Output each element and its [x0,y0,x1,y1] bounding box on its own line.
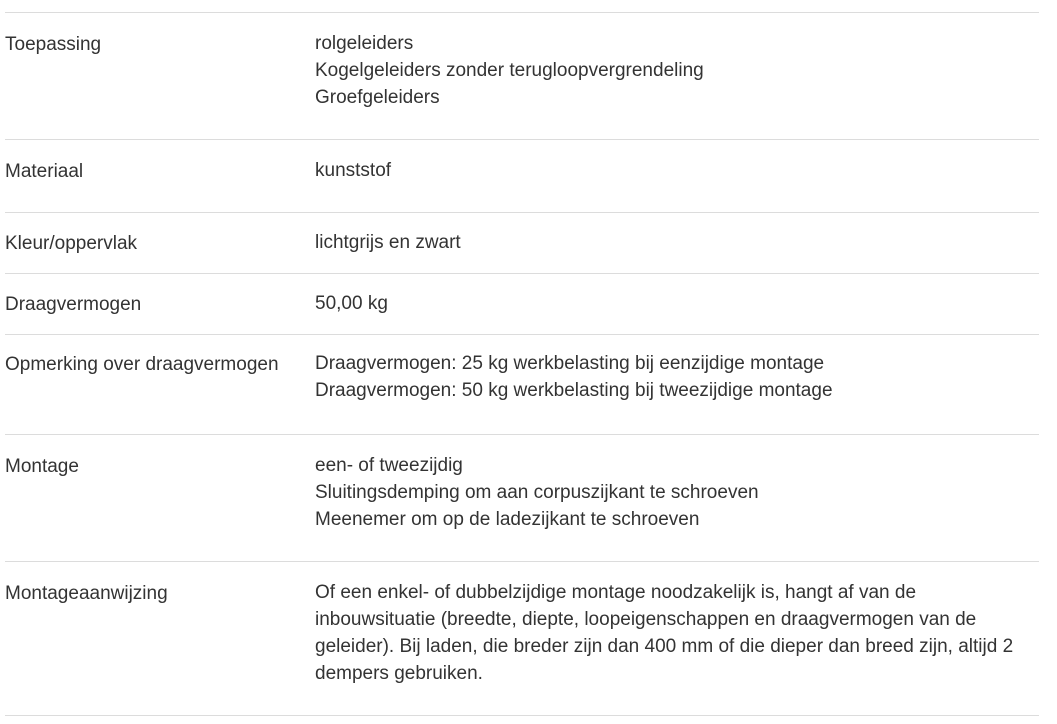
spec-value-line: 50,00 kg [315,293,388,314]
spec-row-draagvermogen [5,274,1039,335]
spec-value-line: Groefgeleiders [315,87,440,108]
spec-row-montage [5,435,1039,562]
spec-value [315,229,1039,273]
spec-value [315,30,1039,139]
product-specifications-table [5,12,1039,716]
spec-label: Draagvermogen [5,294,142,315]
spec-row-materiaal [5,140,1039,213]
spec-value-line: Draagvermogen: 50 kg werkbelasting bij tweezijdige montage [315,380,833,401]
spec-label: Montageaanwijzing [5,583,168,604]
spec-value-line: rolgeleiders [315,33,414,54]
spec-value-line: een- of tweezijdig [315,455,463,476]
spec-row-toepassing [5,13,1039,140]
spec-label: Opmerking over draagvermogen [5,354,279,375]
spec-value [315,157,1039,212]
spec-label: Kleur/oppervlak [5,233,138,254]
spec-row-opmerking-draagvermogen [5,335,1039,435]
spec-row-kleur-oppervlak [5,213,1039,274]
spec-value-line: Meenemer om op de ladezijkant te schroeven [315,509,700,530]
spec-value [315,290,1039,334]
spec-label: Montage [5,456,79,477]
spec-label: Materiaal [5,161,84,182]
spec-value-line: Draagvermogen: 25 kg werkbelasting bij eenzijdige montage [315,353,825,374]
spec-value: Of een enkel- of dubbelzijdige montage noodzakelijk is, hangt af van de inbouwsituatie (breedte, diepte, loopeigenschappen en draagvermogen van de geleider). Bij laden, die breder zijn dan 400 mm of die dieper dan breed zijn, altijd 2 dempers gebruiken. [315,582,1014,684]
spec-value-line: Sluitingsdemping om aan corpuszijkant te schroeven [315,482,759,503]
spec-value [315,350,1039,434]
spec-value-line: lichtgrijs en zwart [315,232,461,253]
spec-value-line: kunststof [315,160,392,181]
spec-label: Toepassing [5,34,102,55]
spec-value [315,452,1039,561]
spec-row-montageaanwijzing [5,562,1039,716]
spec-value-line: Kogelgeleiders zonder terugloopvergrendeling [315,60,704,81]
